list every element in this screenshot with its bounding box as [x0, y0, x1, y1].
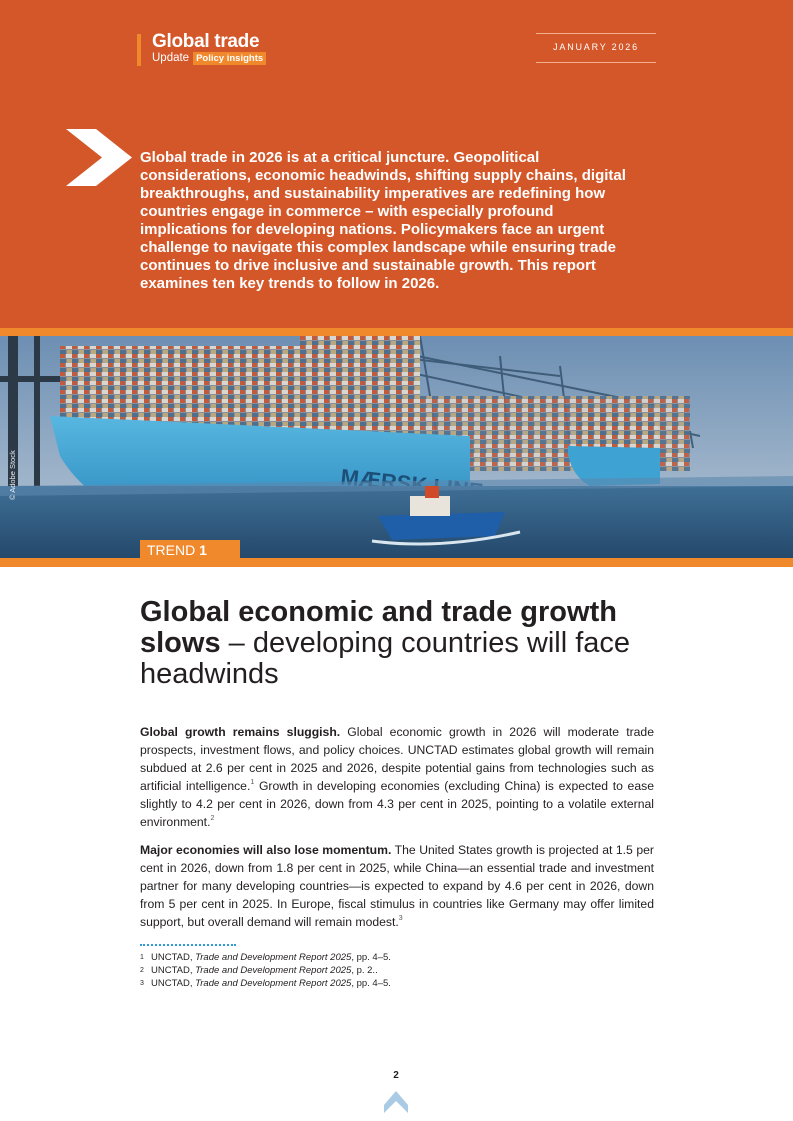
trend-label: TREND	[147, 542, 196, 558]
paragraph-1	[140, 723, 654, 831]
date-rule-top	[536, 33, 656, 34]
paragraph-2	[140, 841, 654, 931]
chevron-up-icon[interactable]	[383, 1089, 409, 1115]
paragraph-1-text-a: Global economic growth in 2026 will moderate trade prospects, investment flows, and policy choices. UNCTAD estimates global growth will remain subdued at 2.6 per cent in 2025 and 2026, despite potential gains from technologies such as artificial intelligence.	[140, 725, 654, 793]
footnote-divider	[140, 944, 236, 946]
footnote-number: 2	[140, 967, 144, 974]
header-accent-rule	[0, 328, 793, 336]
title-rest: – developing countries will face headwinds	[140, 627, 631, 690]
paragraph-2-text: The United States growth is projected at 1.5 per cent in 2026, down from 1.8 per cent in 2025, while China—an essential trade and investment partner for many developing countries—is expected to expand by 4.6 per cent in 2026, down from 5 per cent in 2025. In Europe, fiscal stimulus in countries like Germany may offer limited support, but overall demand will remain modest.	[140, 843, 654, 929]
page-number: 2	[393, 1070, 399, 1081]
footnote-prefix: UNCTAD,	[151, 978, 196, 989]
trend-number: 1	[199, 542, 207, 558]
trend-accent-rule	[0, 558, 793, 567]
article-body	[140, 723, 654, 941]
chevron-right-icon	[66, 129, 132, 186]
container-port-photo	[0, 336, 793, 558]
footnotes	[140, 951, 391, 990]
footnote-ref-1[interactable]: 1	[250, 778, 255, 786]
paragraph-2-lead: Major economies will also lose momentum.	[140, 843, 392, 857]
issue-date: JANUARY 2026	[553, 42, 639, 52]
footnote-suffix: , pp. 4–5.	[351, 978, 391, 989]
footnote-source-title: Trade and Development Report 2025	[195, 952, 352, 963]
footnote-prefix: UNCTAD,	[151, 952, 196, 963]
footnote-item	[140, 951, 391, 964]
brand-tag: Policy insights	[193, 52, 266, 65]
paragraph-1-lead: Global growth remains sluggish.	[140, 725, 341, 739]
trend-badge	[140, 540, 240, 561]
photo-credit: © Adobe Stock	[8, 450, 17, 500]
footnote-ref-3[interactable]: 3	[398, 914, 403, 922]
footnote-source-title: Trade and Development Report 2025	[195, 965, 352, 976]
brand-sub-label: Update	[152, 52, 190, 64]
brand-title: Global trade	[152, 31, 260, 52]
title-bold: Global economic and trade growth slows	[140, 596, 617, 659]
footnote-item	[140, 977, 391, 990]
page-title	[140, 597, 670, 690]
footnote-source-title: Trade and Development Report 2025	[195, 978, 352, 989]
date-rule-bottom	[536, 62, 656, 63]
intro-summary: Global trade in 2026 is at a critical juncture. Geopolitical considerations, economic headwinds, shifting supply chains, digital breakthroughs, and sustainability imperatives are redefining how countries engage in commerce – with especially profound implications for developing nations. Policymakers face an urgent challenge to navigate this complex landscape while ensuring trade continues to drive inclusive and sustainable growth. This report examines ten key trends to follow in 2026.	[140, 149, 626, 292]
brand-accent-bar	[137, 34, 141, 66]
footnote-item	[140, 964, 391, 977]
footnote-number: 1	[140, 954, 144, 961]
footnote-suffix: , pp. 4–5.	[351, 952, 391, 963]
footnote-suffix: , p. 2..	[351, 965, 378, 976]
paragraph-1-text-b: Growth in developing economies (excluding China) is expected to ease slightly to 4.2 per cent in 2026, down from 4.3 per cent in 2025, pointing to a volatile external environment.	[140, 779, 654, 829]
brand-subtitle	[152, 52, 266, 65]
footnote-ref-2[interactable]: 2	[210, 814, 215, 822]
footnote-number: 3	[140, 980, 144, 987]
footnote-prefix: UNCTAD,	[151, 965, 196, 976]
header-banner	[0, 0, 793, 328]
